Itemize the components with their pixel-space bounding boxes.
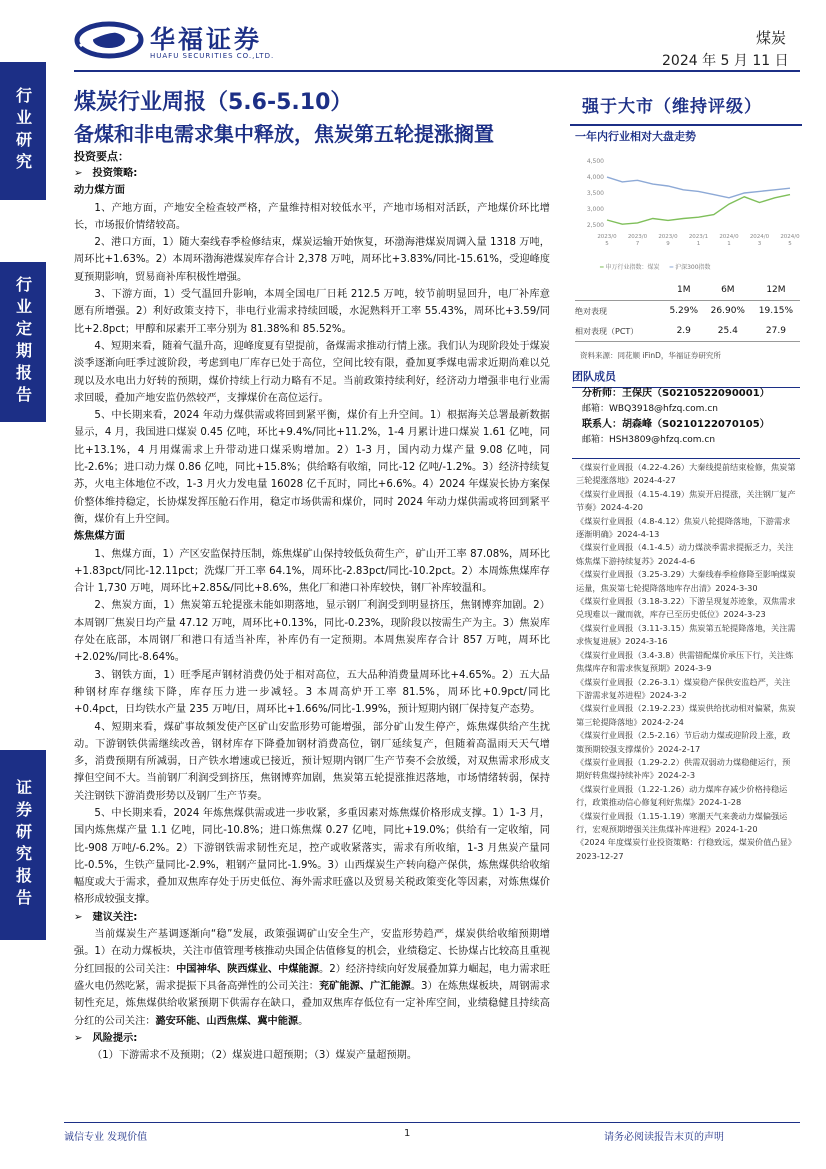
analyst-name: 王保庆（S0210522090001） — [622, 388, 770, 399]
related-report-item[interactable]: 《煤炭行业周报（1.29-2.2）供需双弱动力煤稳健运行，预期好转焦煤持续补库》2024-2-3 — [576, 756, 791, 781]
rating: 强于大市（维持评级） — [582, 97, 762, 117]
related-report-item[interactable]: 《煤炭行业周报（1.22-1.26）动力煤库存减少价格持稳运行，政策推动信心修复利好焦煤》2024-1-28 — [576, 783, 788, 808]
related-report-item[interactable]: 《煤炭行业周报（4.1-4.5）动力煤淡季需求提振乏力，关注炼焦煤下游持续复苏》2024-4-6 — [576, 542, 794, 566]
perf-header: 6M — [704, 280, 752, 301]
sidebar-tag-securities-report: 证券研究报告 — [0, 750, 46, 940]
chart-title: 一年内行业相对大盘走势 — [575, 130, 696, 143]
series-line — [607, 195, 790, 225]
team-members — [582, 386, 770, 448]
related-report-item[interactable]: 《煤炭行业周报（4.15-4.19）焦炭开启提涨，关注钢厂复产节奏》2024-4-20 — [576, 488, 796, 513]
report-sector: 煤炭 — [756, 29, 787, 47]
chart-legend — [600, 262, 711, 271]
coking-paragraph: 3、钢铁方面，1）旺季尾声钢材消费仍处于相对高位，五大品种消费量周环比+4.65%。2）五大品种钢材库存继续下降，库存压力进一步减轻。3 本周高炉开工率 81.5%，周环比+0.9pct/同比+0.4pct，日均铁水产量 235 万吨/日，周环比+1.66%/同比-1.99%，预计短期内钢厂保持复产态势。 — [74, 669, 550, 716]
related-reports — [576, 461, 798, 863]
perf-header — [575, 280, 664, 301]
key-points-heading: 投资要点： — [74, 150, 129, 163]
suggestion-companies: 兖矿能源、广汇能源 — [318, 980, 411, 992]
strategy-heading: ➢ 投资策略: — [74, 168, 138, 179]
coking-coal-heading: 炼焦煤方面 — [74, 531, 125, 543]
coking-paragraph: 2、焦炭方面，1）焦炭第五轮提涨未能如期落地，显示钢厂利润受到明显挤压，焦钢博弈加剧。2）本周钢厂焦炭日均产量 47.12 万吨，周环比+0.13%，同比-0.23%，现阶段以按需生产为主。3）焦炭库存处在底部，本周钢厂和港口有适当补库，补库仍有一定预期。本周焦炭库存合计 857 万吨，周环比+2.02%/同比-8.64%。 — [74, 600, 550, 664]
analyst-email[interactable]: 邮箱：WBQ3918@hfzq.com.cn — [582, 404, 718, 414]
header-divider — [74, 70, 800, 72]
power-paragraph: 1、产地方面，产地安全检查较严格，产量维持相对较低水平，产地市场相对活跃，产地煤价环比增长，市场报价情绪较高。 — [74, 202, 550, 231]
related-report-item[interactable]: 《煤炭行业周报（2.26-3.1）煤炭稳产保供安监趋严，关注下游需求复苏进程》2024-3-2 — [576, 676, 791, 700]
page-number: 1 — [404, 1128, 411, 1139]
relative-trend-chart — [575, 150, 800, 275]
risk-heading: ➢ 风险提示: — [74, 1032, 138, 1044]
related-report-item[interactable]: 《煤炭行业周报（1.15-1.19）寒潮天气来袭动力煤偏强运行，宏观预期增强关注焦煤补库进程》2024-1-20 — [576, 810, 788, 834]
x-tick-label: 5 — [605, 241, 609, 247]
x-tick-label: 2023/0 — [597, 234, 617, 240]
power-paragraph: 2、港口方面，1）随大秦线春季检修结束，煤炭运输开始恢复，环渤海港煤炭周调入量 1318 万吨，周环比+1.63%。2）本周环渤海港煤炭库存合计 2,378 万吨，周环比+3.83%/同比-15.61%，受迎峰度夏预期影响，贸易商补库积极性增强。 — [74, 237, 550, 283]
company-logo-icon — [74, 20, 144, 60]
power-coal-heading: 动力煤方面 — [74, 185, 125, 197]
y-tick-label: 3,500 — [586, 190, 604, 197]
suggestion-companies: 中国神华、陕西煤业、中煤能源 — [176, 963, 319, 975]
main-body — [74, 165, 550, 1064]
legend-item: ━ 申万行业指数：煤炭 — [600, 264, 660, 271]
company-name-en: HUAFU SECURITIES CO.,LTD. — [150, 52, 275, 60]
related-report-item[interactable]: 《煤炭行业周报（4.22-4.26）大秦线提前结束检修，焦炭第三轮提涨落地》2024-4-27 — [576, 462, 796, 486]
footer-slogan: 诚信专业 发现价值 — [64, 1132, 148, 1143]
y-tick-label: 2,500 — [586, 221, 604, 229]
related-report-item[interactable]: 《煤炭行业周报（2.19-2.23）煤炭供给扰动相对偏紧，焦炭第三轮提降落地》2024-2-24 — [576, 703, 796, 727]
performance-table — [575, 280, 800, 342]
team-heading: 团队成员 — [572, 368, 800, 388]
related-report-item[interactable]: 《煤炭行业周报（3.25-3.29）大秦线春季检修降至影响煤炭运量，焦炭第七轮提降落地库存出清》2024-3-30 — [576, 569, 796, 593]
x-tick-label: 1 — [696, 241, 701, 247]
suggestion-heading: ➢ 建议关注: — [74, 911, 138, 923]
x-tick-label: 2024/0 — [780, 234, 800, 240]
related-report-item[interactable]: 《煤炭行业周报（3.11-3.15）焦炭第五轮提降落地，关注需求恢复进展》2024-3-16 — [576, 622, 796, 647]
y-tick-label: 4,000 — [586, 174, 604, 182]
related-divider — [572, 458, 800, 459]
footer-divider — [64, 1122, 800, 1123]
perf-header: 1M — [664, 280, 704, 301]
related-report-item[interactable]: 《煤炭行业周报（3.18-3.22）下游呈现复苏迹象，双焦需求兑现难以一蹴而就，库存已至历史低位》2024-3-23 — [576, 596, 796, 620]
x-tick-label: 7 — [635, 241, 640, 247]
x-tick-label: 5 — [788, 241, 792, 247]
series-line — [607, 177, 790, 198]
related-report-item[interactable]: 《煤炭行业周报（4.8-4.12）焦炭八轮提降落地，下游需求逐渐明确》2024-4-13 — [576, 515, 791, 540]
coking-paragraph: 1、焦煤方面，1）产区安监保持压制，炼焦煤矿山保持较低负荷生产，矿山开工率 87.08%，周环比+1.83pct/同比-12.11pct；洗煤厂开工率 64.1%，周环比-2.83pct/同比-10.2pct。2）本周炼焦煤库存合计 1,730 万吨，周环比+2.85&/同比+8.6%，焦化厂和港口补库较快，钢厂补库较温和。 — [74, 548, 550, 595]
x-tick-label: 2023/0 — [627, 234, 648, 240]
report-date: 2024 年 5 月 11 日 — [662, 53, 789, 69]
report-subtitle: 备煤和非电需求集中释放，焦炭第五轮提涨搁置 — [74, 122, 494, 146]
legend-item: ━ 沪深300指数 — [669, 264, 711, 271]
suggestion-companies: 潞安环能、山西焦煤、冀中能源 — [155, 1015, 299, 1027]
footer-disclaimer: 请务必阅读报告末页的声明 — [604, 1132, 724, 1143]
x-tick-label: 9 — [666, 241, 670, 247]
coking-paragraph: 5、中长期来看，2024 年炼焦煤供需或进一步收紧，多重因素对炼焦煤价格形成支撑。1）1-3 月，国内炼焦煤产量 1.1 亿吨，同比-10.8%；进口炼焦煤 0.27 亿吨，同比+19.0%；供给有一定收缩，同比-908 万吨/-6.2%。2）下游钢铁需求韧性充足，控产或收紧落实，需求有所收缩，1-3 月焦炭产量同比-0.5%，生铁产量同比-2.9%，粗钢产量同比-1.9%。3）山西煤炭生产转向稳产保供，炼焦煤供给收缩幅度或大于需求，叠加双焦库存处于历史低位、海外需求旺盛以及贸易关税政策变化等因素，对炼焦煤价格形成较强支撑。 — [74, 807, 550, 906]
y-tick-label: 3,000 — [586, 205, 604, 213]
suggestion-paragraph: 当前煤炭生产基调逐渐向“稳”发展，政策强调矿山安全生产，安监形势趋严，煤炭供给收缩预期增强。1）在动力煤板块，关注市值管理考核推动央国企估值修复的机会，业绩稳定、长协煤占比较高且重视分红回报的公司关注：中国神华、陕西煤业、中煤能源。2）经济持续向好发展叠加算力崛起，电力需求旺盛火电仍然吃紧，需求提振下具备高弹性的公司关注：兖矿能源、广汇能源。3）在炼焦煤板块，周钢需求韧性充足，炼焦煤供给收紧预期下供需存在缺口，叠加双焦库存低位有一定补库空间，业绩稳健且持续高分红的公司关注：潞安环能、山西焦煤、冀中能源。 — [74, 929, 551, 1027]
x-tick-label: 2024/0 — [749, 234, 770, 240]
risk-text: （1）下游需求不及预期；（2）煤炭进口超预期；（3）煤炭产量超预期。 — [92, 1050, 418, 1062]
power-paragraph: 4、短期来看，随着气温升高，迎峰度夏有望提前，备煤需求推动行情上涨。我们认为现阶段处于煤炭淡季逐渐向旺季过渡阶段，考虑到电厂库存已处于高位，空间比较有限，叠加夏季煤电需求近期尚难以兑现以及水电出力好转的预期，煤价持续上行动力略有不足。当前政策持续利好，经济动力增强非电行业需求回暖，叠加产地安监仍然较严，支撑煤价在高位运行。 — [74, 340, 550, 404]
table-row: 相对表现（PCT） 2.9 25.4 27.9 — [575, 321, 800, 342]
data-source: 资料来源：同花顺 iFinD，华福证券研究所 — [580, 351, 721, 360]
related-report-item[interactable]: 《2024 年度煤炭行业投资策略：行稳致远，煤炭价值凸显》2023-12-27 — [576, 837, 796, 861]
y-tick-label: 4,500 — [586, 158, 604, 166]
table-row: 绝对表现 5.29% 26.90% 19.15% — [575, 306, 794, 316]
contact-name: 胡森峰（S0210122070105） — [622, 419, 770, 430]
power-paragraph: 3、下游方面，1）受气温回升影响，本周全国电厂日耗 212.5 万吨，较节前明显回升，电厂补库意愿有所增强。2）利好政策支持下，非电行业需求持续回暖，水泥熟料开工率 55.43%，周环比+3.59/同比+2.8pct；甲醇和尿素开工率分别为 81.38%和 85.52%。 — [74, 289, 550, 335]
company-name: 华福证券 — [150, 25, 263, 54]
related-report-item[interactable]: 《煤炭行业周报（2.5-2.16）节后动力煤或迎阶段上涨，政策预期较强支撑煤价》2024-2-17 — [576, 730, 791, 754]
related-report-item[interactable]: 《煤炭行业周报（3.4-3.8）供需错配煤价承压下行，关注炼焦煤库存和需求恢复预期》2024-3-9 — [576, 649, 794, 674]
sidebar-tag-industry-research: 行业研究 — [0, 62, 46, 200]
coking-paragraph: 4、短期来看，煤矿事故频发使产区矿山安监形势可能增强，部分矿山发生停产，炼焦煤供给产生扰动。下游钢铁供需继续改善，钢材库存下降叠加钢材消费高位，钢厂延续复产，但随着高温雨天天气增多，消费预期有所减弱，日产铁水增速或已接近，预计短期内钢厂生产节奏不会放缓，对双焦需求形成支撑但空间不大。当前钢厂利润受到挤压，焦钢博弈加剧，焦炭第五轮提涨推迟落地，市场情绪转弱，保持关注钢铁下游消费形势以及钢厂生产节奏。 — [74, 721, 550, 802]
x-tick-label: 2024/0 — [719, 234, 739, 240]
perf-header: 12M — [752, 280, 800, 301]
rating-divider — [570, 124, 802, 126]
power-paragraph: 5、中长期来看，2024 年动力煤供需或将回到紧平衡，煤价有上升空间。1）根据海关总署最新数据显示，4 月，我国进口煤炭 0.45 亿吨，环比+9.4%/同比+11.2%，1-4 月累计进口煤炭 1.61 亿吨，同比+13.1%，4 月用煤需求上升带动进口煤采购增加。2）1-3 月，国内动力煤产量 9.08 亿吨，同比-2.6%；进口动力煤 0.86 亿吨，同比+15.8%；供给略有收缩，同比-12 亿吨/-1.2%。3）经济持续复苏，火电主体地位不改，1-3 月火力发电量 16028 亿千瓦时，同比+6.6%。4）2024 年煤炭长协方案保价整体维持稳定，长协煤发挥压舱石作用，稳定市场供需和煤价，同时 2024 年动力煤供需或将回到紧平衡，煤价有上升空间。 — [74, 410, 550, 525]
contact-email[interactable]: 邮箱：HSH3809@hfzq.com.cn — [582, 435, 716, 445]
x-tick-label: 2023/0 — [658, 234, 678, 240]
x-tick-label: 2023/1 — [688, 234, 709, 240]
report-title: 煤炭行业周报（5.6-5.10） — [74, 90, 353, 115]
sidebar-tag-periodic-report: 行业定期报告 — [0, 262, 46, 422]
x-tick-label: 1 — [727, 241, 731, 247]
x-tick-label: 3 — [757, 241, 762, 247]
contact-role: 联系人： — [582, 419, 622, 430]
analyst-role: 分析师： — [582, 388, 622, 399]
